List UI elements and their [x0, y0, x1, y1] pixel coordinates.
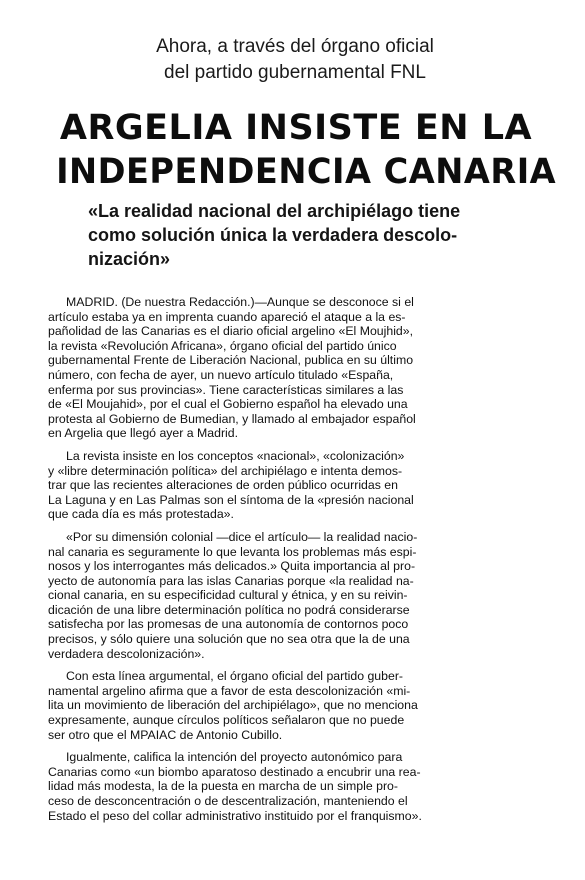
text-line: lita un movimiento de liberación del archipiélago», que no menciona [48, 698, 418, 713]
text-line: protesta al Gobierno de Bumedian, y llamado al embajador español [48, 411, 416, 426]
text-line: Igualmente, califica la intención del proyecto autonómico para [66, 750, 403, 765]
text-line: ser otro que el MPAIAC de Antonio Cubillo. [48, 727, 283, 742]
text-line: en Argelia que llegó ayer a Madrid. [48, 426, 239, 441]
subheadline [88, 199, 528, 271]
kicker-line: del partido gubernamental FNL [164, 62, 426, 83]
text-line: trar que las recientes alteraciones de orden público ocurridas en [48, 478, 398, 493]
text-line: gubernamental Frente de Liberación Nacional, publica en su último [48, 353, 414, 368]
text-line: namental argelino afirma que a favor de esta descolonización «mi- [48, 683, 411, 698]
paragraph-5 [48, 750, 544, 823]
text-line: que cada día es más protestada». [48, 507, 234, 522]
paragraph-3 [48, 530, 544, 661]
text-line: dicación de una libre determinación política no podrá considerarse [48, 602, 410, 617]
text-line: Con esta línea argumental, el órgano oficial del partido guber- [66, 669, 404, 684]
paragraph-2 [48, 449, 544, 522]
article-body [48, 295, 544, 831]
text-line: Estado el peso del collar administrativo instituido por el franquismo». [48, 808, 422, 823]
text-line: nosos y los interrogantes más delicados.» Quita importancia al pro- [48, 559, 416, 574]
subheadline-line: como solución única la verdadera descolo- [88, 225, 458, 245]
subheadline-line: nización» [88, 249, 171, 269]
headline-line: INDEPENDENCIA CANARIA [56, 152, 557, 192]
text-line: ceso de desconcentración o de descentralización, manteniendo el [48, 794, 408, 808]
text-line: «Por su dimensión colonial —dice el artículo— la realidad nacio- [66, 529, 418, 544]
text-line: Canarias como «un biombo aparatoso destinado a encubrir una rea- [48, 764, 421, 779]
paragraph-4 [48, 669, 544, 742]
text-line: La revista insiste en los conceptos «nacional», «colonización» [66, 448, 405, 463]
headline-line: ARGELIA INSISTE EN LA [59, 108, 533, 148]
text-line: yecto de autonomía para las islas Canarias porque «la realidad na- [48, 573, 414, 588]
text-line: satisfecha por las promesas de una autonomía de contornos poco [48, 617, 409, 632]
text-line: precisos, y sólo quiere una solución que no sea otra que la de una [48, 632, 410, 647]
subheadline-line: «La realidad nacional del archipiélago tiene [88, 201, 461, 221]
text-line: y «libre determinación política» del archipiélago e intenta demos- [48, 463, 403, 478]
text-line: verdadera descolonización». [48, 646, 205, 661]
text-line: número, con fecha de ayer, un nuevo artículo titulado «España, [48, 367, 394, 382]
kicker-line: Ahora, a través del órgano oficial [156, 36, 434, 57]
text-line: de «El Moujahid», por el cual el Gobierno español ha elevado una [48, 397, 408, 412]
text-line: expresamente, aunque círculos políticos señalaron que no puede [48, 713, 405, 728]
text-line: la revista «Revolución Africana», órgano oficial del partido único [48, 338, 397, 353]
headline [46, 106, 557, 194]
text-line: pañolidad de las Canarias es el diario oficial argelino «El Moujhid», [48, 324, 414, 339]
kicker [60, 34, 530, 86]
text-line: cional canaria, en su especificidad cultural y étnica, y en su reivin- [48, 588, 408, 603]
text-line: MADRID. (De nuestra Redacción.)—Aunque se desconoce si el [66, 295, 414, 309]
text-line: nal canaria es seguramente lo que levanta los problemas más espi- [48, 544, 417, 559]
paragraph-1 [48, 295, 544, 441]
text-line: lidad más modesta, la de la puesta en marcha de un simple pro- [48, 779, 398, 794]
text-line: artículo estaba ya en imprenta cuando apareció el ataque a la es- [48, 309, 406, 324]
text-line: enferma por sus provincias». Tiene características similares a las [48, 382, 404, 397]
text-line: La Laguna y en Las Palmas son el síntoma de la «presión nacional [48, 492, 414, 507]
